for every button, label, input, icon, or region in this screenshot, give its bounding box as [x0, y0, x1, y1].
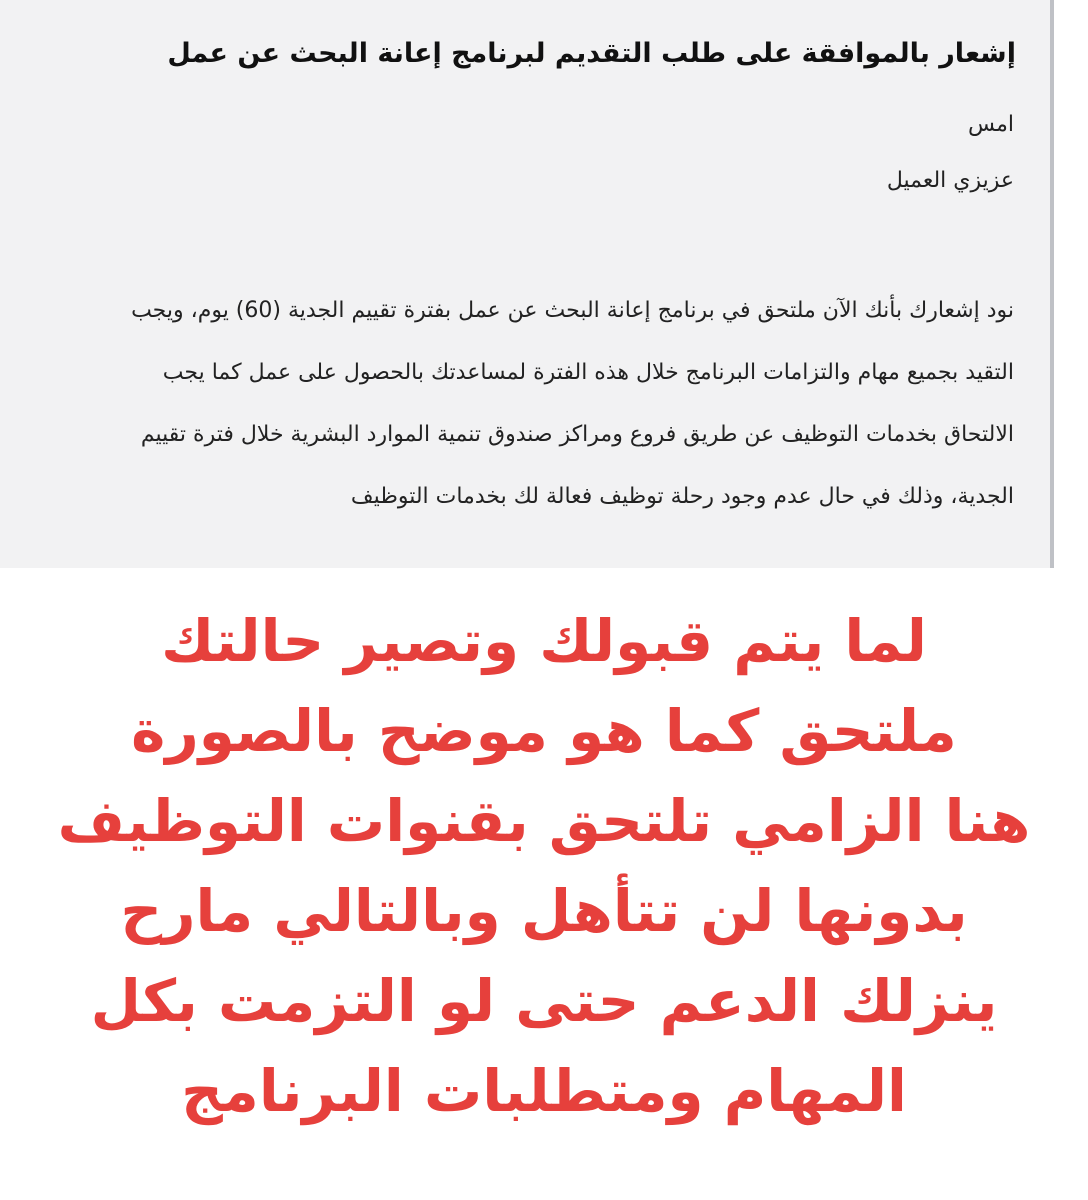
- notification-date: امس: [968, 112, 1014, 137]
- body-line: نود إشعارك بأنك الآن ملتحق في برنامج إعانة البحث عن عمل بفترة تقييم الجدية (60) يوم، ويجب: [131, 298, 1014, 323]
- caption-line: بدونها لن تتأهل وبالتالي مارح: [120, 877, 968, 945]
- body-line: الجدية، وذلك في حال عدم وجود رحلة توظيف فعالة لك بخدمات التوظيف: [350, 484, 1014, 509]
- notification-greeting: عزيزي العميل: [886, 168, 1014, 193]
- notification-title: إشعار بالموافقة على طلب التقديم لبرنامج إعانة البحث عن عمل: [167, 38, 1016, 69]
- caption-line: ينزلك الدعم حتى لو التزمت بكل: [90, 967, 998, 1035]
- caption-line: لما يتم قبولك وتصير حالتك: [161, 607, 927, 675]
- caption-line: المهام ومتطلبات البرنامج: [181, 1057, 907, 1125]
- notification-body: [24, 288, 1014, 536]
- caption-text: [0, 596, 1088, 1136]
- body-line: التقيد بجميع مهام والتزامات البرنامج خلال هذه الفترة لمساعدتك بالحصول على عمل كما يجب: [162, 360, 1014, 385]
- notification-card: [0, 0, 1054, 568]
- caption-line: هنا الزامي تلتحق بقنوات التوظيف: [57, 787, 1031, 855]
- caption-line: ملتحق كما هو موضح بالصورة: [131, 697, 957, 765]
- body-line: الالتحاق بخدمات التوظيف عن طريق فروع ومراكز صندوق تنمية الموارد البشرية خلال فترة تقييم: [140, 422, 1014, 447]
